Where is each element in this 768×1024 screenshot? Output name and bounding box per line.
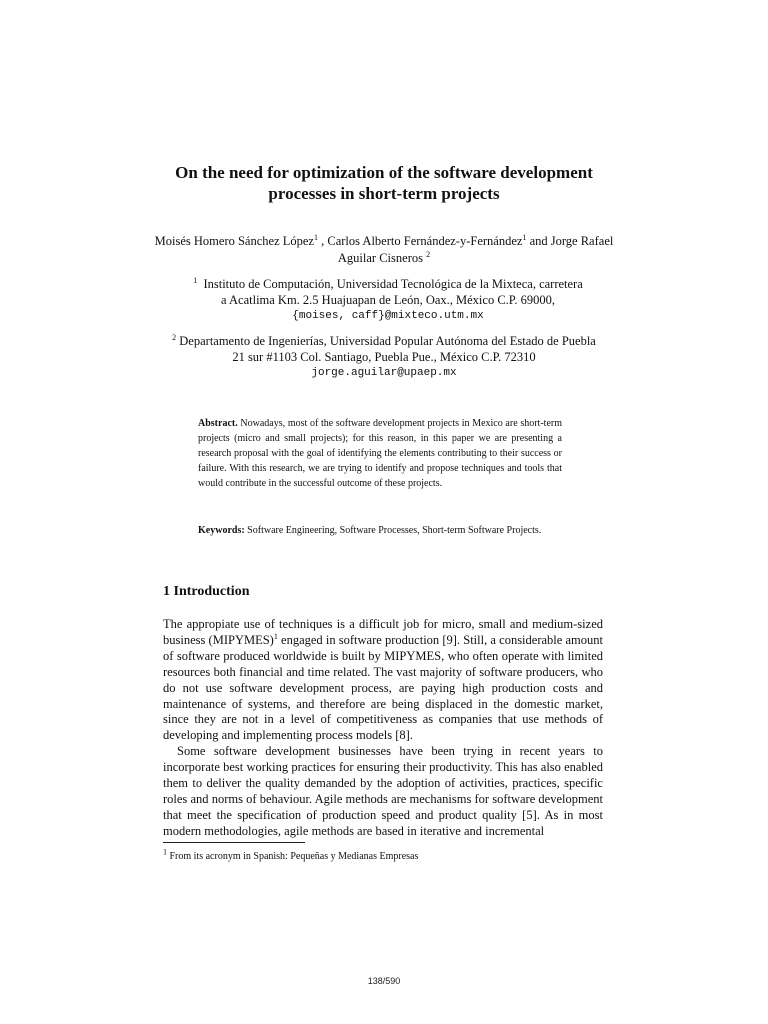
affiliation-1-mark: 1	[193, 275, 198, 285]
keywords-label: Keywords:	[198, 525, 245, 536]
abstract	[198, 416, 562, 491]
affiliation-2-line-1: Departamento de Ingenierías, Universidad Popular Autónoma del Estado de Puebla	[179, 334, 596, 348]
author-and: and	[526, 234, 551, 248]
title-line-2: processes in short-term projects	[268, 184, 500, 203]
affiliation-1-line-2: a Acatlima Km. 2.5 Huajuapan de León, Oax., México C.P. 69000,	[221, 293, 555, 307]
page-number: 138/590	[367, 976, 401, 986]
paragraph-1-part-a: The appropiate use of techniques is a difficult job for micro, small and medium-sized business (MIPYMES)	[163, 617, 603, 647]
footnote-mark: 1	[163, 847, 167, 857]
paragraph-1-part-b: engaged in software production [9]. Still, a considerable amount of software produced worldwide is built by MIPYMES, who often operate with limited resources both financial and time related. The vast majority of software producers, who do not use software development process, are paying high production costs and maintenance of systems, and therefore are being displaced in the domestic market, since they are not in a level of competitiveness as companies that use methods of developing and implementing process models [8].	[163, 632, 603, 743]
paper-title	[120, 162, 648, 204]
affiliation-1	[168, 276, 608, 324]
affiliation-2-line-2: 21 sur #1103 Col. Santiago, Puebla Pue., México C.P. 72310	[232, 350, 536, 364]
affiliation-2-mark: 2	[172, 332, 177, 342]
footnote-text: From its acronym in Spanish: Pequeñas y Medianas Empresas	[167, 851, 419, 862]
title-line-1: On the need for optimization of the software development	[175, 163, 593, 182]
paragraph-2: Some software development businesses have been trying in recent years to incorporate best working practices for ensuring their productivity. This has also enabled them to deliver the quality demanded by the adoption of activities, practices, specific roles and norms of behaviour. Agile methods are mechanisms for software development that meet the specification of production speed and product quality [5]. As in most modern methodologies, agile methods are based in iterative and incremental	[163, 744, 603, 838]
affiliation-1-line-1: Instituto de Computación, Universidad Tecnológica de la Mixteca, carretera	[203, 277, 583, 291]
paragraph-1	[163, 617, 603, 744]
footnote-ref: 1	[273, 631, 278, 641]
section-heading-introduction: 1 Introduction	[163, 584, 250, 599]
footnote	[163, 847, 419, 863]
footnote-divider	[163, 842, 305, 843]
author-1-affil-mark: 1	[313, 232, 318, 242]
author-separator: ,	[317, 234, 328, 248]
affiliation-1-email: {moises, caff}@mixteco.utm.mx	[292, 310, 484, 322]
author-3: Jorge Rafael Aguilar Cisneros	[337, 234, 614, 265]
author-3-affil-mark: 2	[426, 249, 431, 259]
keywords	[198, 523, 562, 538]
keywords-text: Software Engineering, Software Processes, Short-term Software Projects.	[244, 525, 542, 536]
abstract-text: Nowadays, most of the software development projects in Mexico are short-term projects (micro and small projects); for this reason, in this paper we are presenting a research proposal with the goal of identifying the elements contributing to their success or failure. With this research, we are trying to identify and propose techniques and tools that would contribute in the successful outcome of these projects.	[198, 418, 562, 489]
author-1: Moisés Homero Sánchez López	[154, 234, 314, 248]
introduction-body	[163, 617, 603, 840]
abstract-label: Abstract.	[198, 418, 238, 429]
affiliation-2	[168, 333, 600, 381]
author-list	[140, 233, 628, 267]
author-2: Carlos Alberto Fernández-y-Fernández	[327, 234, 523, 248]
author-2-affil-mark: 1	[522, 232, 527, 242]
affiliation-2-email: jorge.aguilar@upaep.mx	[311, 367, 457, 379]
